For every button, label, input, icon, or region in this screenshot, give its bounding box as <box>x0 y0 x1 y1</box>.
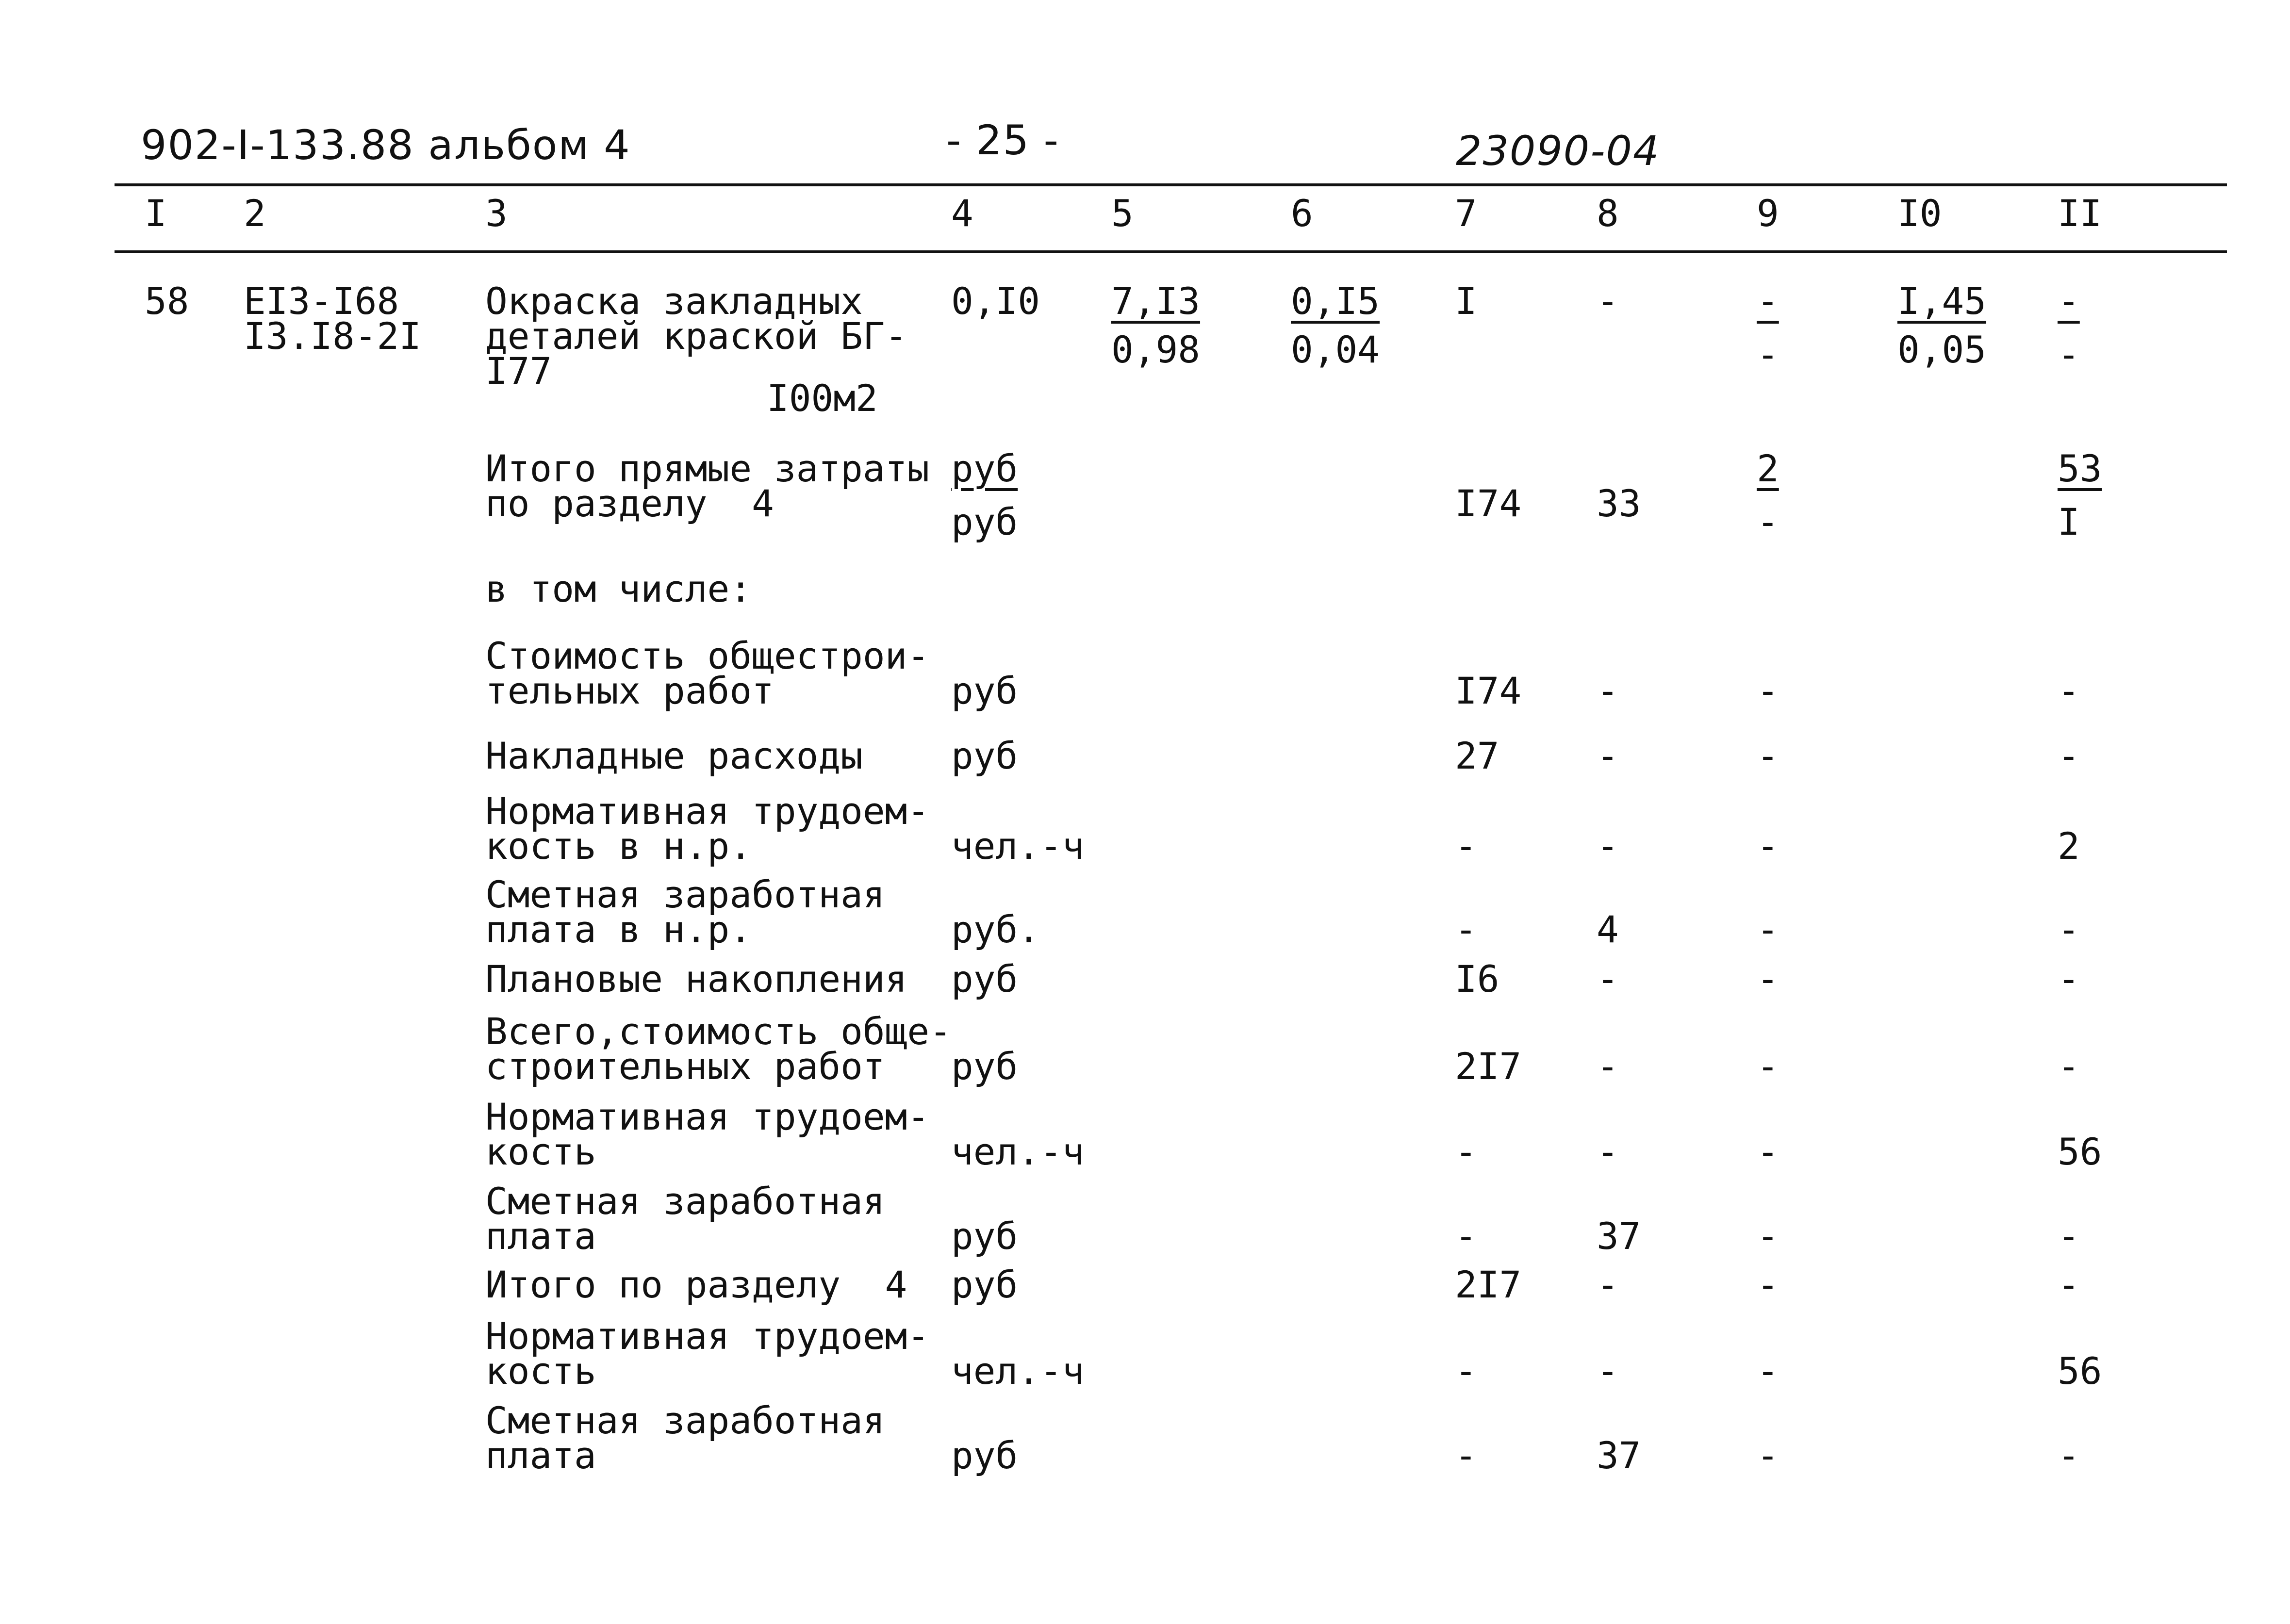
column-header-11: II <box>2058 192 2102 235</box>
unit-cell: чел.-ч <box>951 824 1085 868</box>
col11-value: - <box>2058 1434 2080 1477</box>
col11-bottom: I <box>2058 500 2080 543</box>
document-code <box>141 121 631 169</box>
column-header-8: 8 <box>1597 192 1619 235</box>
unit-cell: руб <box>951 957 1018 1001</box>
col9-value: - <box>1757 824 1779 868</box>
col10-bottom: 0,05 <box>1897 328 1987 371</box>
col9-bottom: - <box>1757 333 1779 376</box>
page-number-text: - 25 - <box>946 116 1059 164</box>
column-header-5: 5 <box>1111 192 1134 235</box>
top-rule <box>115 183 2227 186</box>
col8-value: - <box>1597 734 1619 777</box>
row-label: Сметная заработная плата в н.р. <box>485 873 885 951</box>
col11-value: 56 <box>2058 1349 2102 1393</box>
col11-value: - <box>2058 1045 2080 1088</box>
row-label: Нормативная трудоем- кость в н.р. <box>485 789 930 868</box>
col5-bottom: 0,98 <box>1111 328 1201 371</box>
row-label: Всего,стоимость обще- строительных работ <box>485 1010 952 1088</box>
col7-value: I74 <box>1455 482 1522 525</box>
col8-value: - <box>1597 824 1619 868</box>
col8-value: - <box>1597 669 1619 712</box>
unit-cell: руб <box>951 734 1018 777</box>
column-header-2: 2 <box>244 192 266 235</box>
row-label: Сметная заработная плата <box>485 1180 885 1258</box>
col11-value: - <box>2058 957 2080 1001</box>
col9-value: - <box>1757 1045 1779 1088</box>
row-unit-measure: I00м2 <box>767 377 878 420</box>
unit-cell: 0,I0 <box>951 279 1040 323</box>
col11-value: 56 <box>2058 1130 2102 1173</box>
col10-top: I,45 <box>1897 279 1987 323</box>
column-header-1: I <box>145 192 167 235</box>
col9-value: - <box>1757 669 1779 712</box>
col7-value: 2I7 <box>1455 1045 1522 1088</box>
document-code-text: 902-I-133.88 альбом 4 <box>141 121 631 169</box>
row-label: Нормативная трудоем- кость <box>485 1095 930 1173</box>
col7-value: - <box>1455 1130 1477 1173</box>
col11-bottom: - <box>2058 333 2080 376</box>
col7-value: - <box>1455 908 1477 951</box>
column-header-9: 9 <box>1757 192 1779 235</box>
col9-top: 2 <box>1757 447 1779 490</box>
col8-value: - <box>1597 1349 1619 1393</box>
col6-bottom: 0,04 <box>1291 328 1380 371</box>
unit-cell: чел.-ч <box>951 1130 1085 1173</box>
col7-value: - <box>1455 1349 1477 1393</box>
col6-top: 0,I5 <box>1291 279 1380 323</box>
column-header-6: 6 <box>1291 192 1313 235</box>
row-label: Стоимость общестрои- тельных работ <box>485 634 930 712</box>
row-number: 58 <box>145 279 189 323</box>
page-number <box>946 116 1059 164</box>
column-header-7: 7 <box>1455 192 1477 235</box>
row-label: Окраска закладных деталей краской БГ- I77 <box>485 279 907 393</box>
col7-value: I <box>1455 279 1477 323</box>
row-label: Итого по разделу 4 <box>485 1263 907 1306</box>
unit-cell: руб <box>951 1214 1018 1258</box>
col9-value: - <box>1757 957 1779 1001</box>
col9-value: - <box>1757 1349 1779 1393</box>
row-label: в том числе: <box>485 567 752 610</box>
col11-value: - <box>2058 669 2080 712</box>
col11-value: - <box>2058 1263 2080 1306</box>
col7-value: 27 <box>1455 734 1499 777</box>
col8-value: - <box>1597 1130 1619 1173</box>
col8-value: - <box>1597 279 1619 323</box>
col7-value: - <box>1455 1214 1477 1258</box>
col8-value: - <box>1597 1045 1619 1088</box>
header-rule <box>115 250 2227 253</box>
col11-value: - <box>2058 1214 2080 1258</box>
col9-value: - <box>1757 1214 1779 1258</box>
col7-value: I74 <box>1455 669 1522 712</box>
col8-value: - <box>1597 1263 1619 1306</box>
row-label: Сметная заработная плата <box>485 1399 885 1477</box>
row-label: Нормативная трудоем- кость <box>485 1314 930 1393</box>
col8-value: - <box>1597 957 1619 1001</box>
column-header-10: I0 <box>1897 192 1942 235</box>
col7-value: - <box>1455 824 1477 868</box>
unit-cell: руб <box>951 1045 1018 1088</box>
col11-value: 2 <box>2058 824 2080 868</box>
col9-value: - <box>1757 1263 1779 1306</box>
col9-value: - <box>1757 1434 1779 1477</box>
row-label: Плановые накопления <box>485 957 907 1001</box>
col8-value: 37 <box>1597 1214 1641 1258</box>
col9-value: - <box>1757 908 1779 951</box>
col9-value: - <box>1757 734 1779 777</box>
unit-cell: руб. <box>951 908 1040 951</box>
unit-cell-top: руб <box>951 447 1018 490</box>
col9-top: - <box>1757 279 1779 323</box>
unit-cell: руб <box>951 1434 1018 1477</box>
col9-value: - <box>1757 1130 1779 1173</box>
unit-cell: руб <box>951 1263 1018 1306</box>
sheet-code-text: 23090-04 <box>1456 127 1660 175</box>
unit-cell-bottom: руб <box>951 500 1018 543</box>
row-label: Накладные расходы <box>485 734 863 777</box>
column-header-4: 4 <box>951 192 973 235</box>
col8-value: 33 <box>1597 482 1641 525</box>
col7-value: I6 <box>1455 957 1499 1001</box>
sheet-code <box>1456 127 1660 175</box>
unit-cell: руб <box>951 669 1018 712</box>
unit-cell: чел.-ч <box>951 1349 1085 1393</box>
col7-value: 2I7 <box>1455 1263 1522 1306</box>
col9-bottom: - <box>1757 500 1779 543</box>
col11-top: 53 <box>2058 447 2102 490</box>
row-label: Итого прямые затраты по разделу 4 <box>485 447 930 525</box>
column-header-3: 3 <box>485 192 508 235</box>
col11-value: - <box>2058 734 2080 777</box>
col8-value: 37 <box>1597 1434 1641 1477</box>
col5-top: 7,I3 <box>1111 279 1201 323</box>
col11-value: - <box>2058 908 2080 951</box>
col8-value: 4 <box>1597 908 1619 951</box>
col7-value: - <box>1455 1434 1477 1477</box>
rate-code: EI3-I68 I3.I8-2I <box>244 279 422 358</box>
col11-top: - <box>2058 279 2080 323</box>
